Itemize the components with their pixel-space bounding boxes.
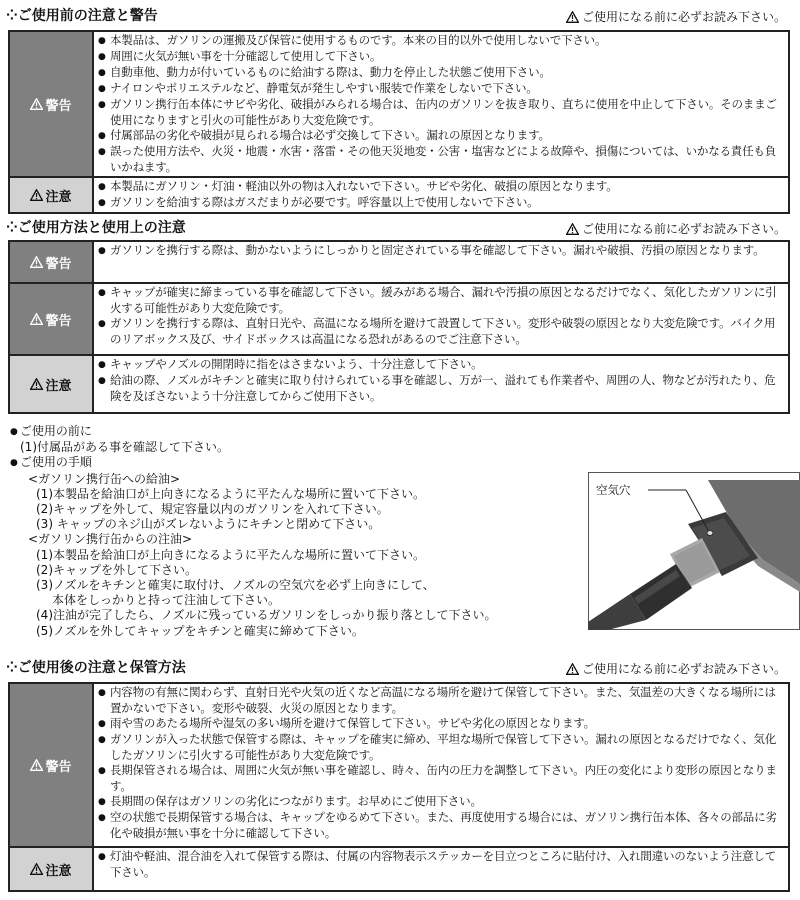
section3-caution-row — [10, 848, 788, 890]
list-item: ● 長期間の保存はガソリンの劣化につながります。お早めにご使用下さい。 — [98, 794, 782, 810]
section1-caution-row — [10, 178, 788, 212]
usage-step: (4)注油が完了したら、ノズルに残っているガソリンをしっかり振り落として下さい。 — [36, 608, 497, 623]
list-item: ● 内容物の有無に関わらず、直射日光や火気の近くなど高温になる場所を避けて保管して下さい。また、気温差の大きくなる場所には置かないで下さい。変形や破裂、火災の原因となります。 — [98, 685, 782, 716]
usage-step: (1)本製品を給油口が上向きになるように平たんな場所に置いて下さい。 — [36, 486, 426, 501]
section2-notice: ご使用になる前に必ずお読み下さい。 — [566, 220, 786, 238]
section2-warning-list-2 — [94, 284, 788, 354]
list-item: ● ガソリンを携行する際は、直射日光や、高温になる場所を避けて設置して下さい。変形や破裂の原因となり大変危険です。バイク用のリアボックス及び、サイドボックスは高温になる恐れがあるのでご注意下さい。 — [98, 316, 782, 347]
diamond-dots-icon: ⁘ — [6, 8, 18, 24]
section3-warning-row — [10, 684, 788, 848]
warning-label: 警告 — [10, 684, 94, 846]
list-item: ● 誤った使用方法や、火災・地震・水害・落雷・その他天災地変・公害・塩害などによる故障や、損傷については、いかなる責任も負いかねます。 — [98, 144, 782, 175]
usage-sub2-heading: <ガソリン携行缶からの注油> — [28, 532, 193, 547]
caution-label: 注意 — [10, 356, 94, 412]
warning-label: 警告 — [10, 32, 94, 176]
caution-label: 注意 — [10, 848, 94, 890]
usage-procedure-heading: ● ご使用の手順 — [10, 455, 580, 471]
warning-triangle-icon — [566, 663, 579, 675]
section3-title: ⁘ご使用後の注意と保管方法 — [6, 660, 186, 676]
warning-triangle-icon — [566, 223, 579, 235]
section1-header — [0, 6, 800, 26]
caution-label: 注意 — [10, 178, 94, 212]
section3-caution-list — [94, 848, 788, 890]
section2-caution-row — [10, 356, 788, 412]
section2-title: ⁘ご使用方法と使用上の注意 — [6, 220, 186, 236]
section3-header — [0, 658, 800, 678]
section1-caution-list — [94, 178, 788, 212]
nozzle-figure — [588, 472, 800, 630]
warning-triangle-icon — [30, 98, 43, 110]
list-item: ● ガソリンを給油する際はガスだまりが必要です。呼容量以上で使用しないで下さい。 — [98, 195, 782, 211]
usage-step: (1)本製品を給油口が上向きになるように平たんな場所に置いて下さい。 — [36, 547, 426, 562]
list-item: ● 周囲に火気が無い事を十分確認して使用して下さい。 — [98, 49, 782, 65]
section2-warning-list-1 — [94, 242, 788, 282]
list-item: ● キャップが確実に締まっている事を確認して下さい。緩みがある場合、漏れや汚損の原因となるだけでなく、気化したガソリンに引火する可能性があり大変危険です。 — [98, 285, 782, 316]
diamond-dots-icon: ⁘ — [6, 220, 18, 236]
list-item: ● 雨や雪のあたる場所や湿気の多い場所を避けて保管して下さい。サビや劣化の原因となります。 — [98, 716, 782, 732]
section2-header — [0, 218, 800, 238]
section3-table — [8, 682, 790, 892]
usage-step: 本体をしっかりと持って注油して下さい。 — [52, 593, 281, 608]
diamond-dots-icon: ⁘ — [6, 660, 18, 676]
list-item: ● ガソリンが入った状態で保管する際は、キャップを確実に締め、平坦な場所で保管して下さい。漏れの原因となるだけでなく、気化したガソリンに引火する可能性があり大変危険です。 — [98, 732, 782, 763]
warning-triangle-icon — [30, 759, 43, 771]
usage-before-step: (1)付属品がある事を確認して下さい。 — [20, 440, 229, 455]
section3-warning-list — [94, 684, 788, 846]
section1-table — [8, 30, 790, 214]
list-item: ● 付属部品の劣化や破損が見られる場合は必ず交換して下さい。漏れの原因となります。 — [98, 128, 782, 144]
warning-label: 警告 — [10, 284, 94, 354]
warning-triangle-icon — [30, 378, 43, 390]
list-item: ● ガソリンを携行する際は、動かないようにしっかりと固定されている事を確認して下さい。漏れや破損、汚損の原因となります。 — [98, 243, 782, 259]
section2-warning-row-2 — [10, 284, 788, 356]
warning-triangle-icon — [30, 863, 43, 875]
section1-warning-list — [94, 32, 788, 176]
usage-sub1-heading: <ガソリン携行缶への給油> — [28, 471, 181, 486]
list-item: ● 自動車他、動力が付いているものに給油する際は、動力を停止した状態ご使用下さい。 — [98, 65, 782, 81]
warning-triangle-icon — [30, 189, 43, 201]
usage-step: (2)キャップを外して、規定容量以内のガソリンを入れて下さい。 — [36, 502, 389, 517]
list-item: ● 給油の際、ノズルがキチンと確実に取り付けられている事を確認し、万が一、溢れても作業者や、周囲の人、物などが汚れたり、危険を及ぼさないよう十分注意してからご使用下さい。 — [98, 373, 782, 404]
list-item: ● 空の状態で長期保管する場合は、キャップをゆるめて下さい。また、再度使用する場合には、ガソリン携行缶本体、各々の部品に劣化や破損が無い事を十分に確認して下さい。 — [98, 810, 782, 841]
usage-step: (3)ノズルをキチンと確実に取付け、ノズルの空気穴を必ず上向きにして、 — [36, 578, 435, 593]
list-item: ● ナイロンやポリエステルなど、静電気が発生しやすい服装で作業をしないで下さい。 — [98, 81, 782, 97]
nozzle-illustration — [588, 472, 800, 630]
warning-triangle-icon — [566, 11, 579, 23]
list-item: ● 灯油や軽油、混合油を入れて保管する際は、付属の内容物表示ステッカーを目立つところに貼付け、入れ間違いのないよう注意して下さい。 — [98, 849, 782, 880]
usage-step: (3) キャップのネジ山がズレないようにキチンと閉めて下さい。 — [36, 517, 381, 532]
usage-instructions — [10, 424, 580, 639]
section2-table — [8, 240, 790, 414]
section2-caution-list — [94, 356, 788, 412]
usage-before-heading: ● ご使用の前に — [10, 424, 580, 440]
warning-triangle-icon — [30, 313, 43, 325]
section1-notice: ご使用になる前に必ずお読み下さい。 — [566, 8, 786, 26]
section3-notice: ご使用になる前に必ずお読み下さい。 — [566, 660, 786, 678]
warning-triangle-icon — [30, 256, 43, 268]
section1-title: ⁘ご使用前の注意と警告 — [6, 8, 158, 24]
usage-step: (2)キャップを外して下さい。 — [36, 562, 197, 577]
air-hole-label: 空気穴 — [596, 483, 631, 497]
section2-warning-row-1 — [10, 242, 788, 284]
list-item: ● 本製品にガソリン・灯油・軽油以外の物は入れないで下さい。サビや劣化、破損の原因となります。 — [98, 179, 782, 195]
list-item: ● 長期保管される場合は、周囲に火気が無い事を確認し、時々、缶内の圧力を調整して下さい。内圧の変化により変形の原因となります。 — [98, 763, 782, 794]
section1-warning-row — [10, 32, 788, 178]
usage-step: (5)ノズルを外してキャップをキチンと確実に締めて下さい。 — [36, 623, 364, 638]
list-item: ● 本製品は、ガソリンの運搬及び保管に使用するものです。本来の目的以外で使用しないで下さい。 — [98, 33, 782, 49]
list-item: ● ガソリン携行缶本体にサビや劣化、破損がみられる場合は、缶内のガソリンを抜き取り、直ちに使用を中止して下さい。そのままご使用になりますと引火の可能性があり大変危険です。 — [98, 97, 782, 128]
warning-label: 警告 — [10, 242, 94, 282]
list-item: ● キャップやノズルの開閉時に指をはさまないよう、十分注意して下さい。 — [98, 357, 782, 373]
